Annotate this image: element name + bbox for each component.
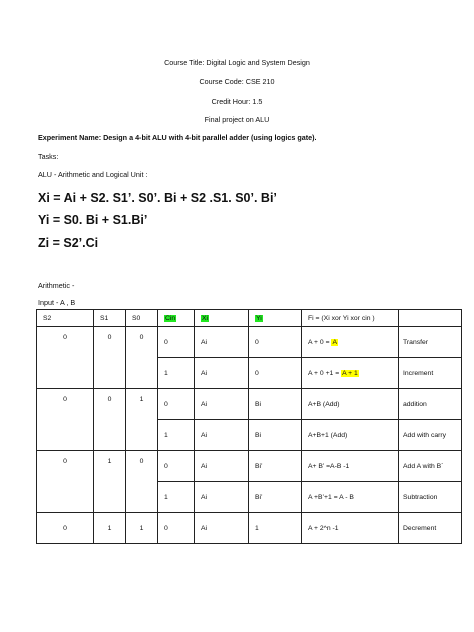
- cell-s1: 1: [94, 451, 126, 513]
- cell-description: Add A with B`: [399, 451, 462, 482]
- cell-yi: 0: [249, 358, 302, 389]
- cell-cin: 0: [158, 389, 195, 420]
- cell-s0: 1: [126, 513, 158, 544]
- equation-xi: Xi = Ai + S2. S1’. S0’. Bi + S2 .S1. S0’. Bi’: [38, 191, 277, 205]
- alu-truth-table: [36, 309, 462, 544]
- cell-s2: 0: [37, 327, 94, 389]
- cell-fi: A+ B’ =A-B -1: [302, 451, 399, 482]
- header-xi-label: Xi: [202, 314, 209, 322]
- experiment-name: Experiment Name: Design a 4-bit ALU with 4-bit parallel adder (using logics gate).: [38, 133, 317, 142]
- cell-yi: Bi: [249, 389, 302, 420]
- equation-zi: Zi = S2’.Ci: [38, 236, 99, 250]
- cell-s1: 0: [94, 389, 126, 451]
- cell-cin: 0: [158, 327, 195, 358]
- cell-fi: A+B+1 (Add): [302, 420, 399, 451]
- cell-cin: 1: [158, 420, 195, 451]
- cell-xi: Ai: [195, 358, 249, 389]
- header-s1: S1: [94, 310, 126, 327]
- cell-fi: [302, 358, 399, 389]
- table-row: [37, 513, 462, 544]
- cell-s1: 0: [94, 327, 126, 389]
- cell-description: addition: [399, 389, 462, 420]
- cell-s2: 0: [37, 389, 94, 451]
- cell-cin: 1: [158, 358, 195, 389]
- cell-xi: Ai: [195, 451, 249, 482]
- cell-yi: Bi’: [249, 482, 302, 513]
- cell-xi: Ai: [195, 513, 249, 544]
- cell-xi: Ai: [195, 389, 249, 420]
- cell-fi: [302, 327, 399, 358]
- header-cin-label: Cin: [165, 314, 176, 322]
- cell-s0: 0: [126, 327, 158, 389]
- cell-cin: 1: [158, 482, 195, 513]
- fi-text: A + 0 +1 =: [308, 369, 342, 377]
- header-cin: [158, 310, 195, 327]
- cell-description: Subtraction: [399, 482, 462, 513]
- cell-description: Add with carry: [399, 420, 462, 451]
- table-row: [37, 389, 462, 420]
- cell-xi: Ai: [195, 327, 249, 358]
- course-code: Course Code: CSE 210: [199, 77, 275, 86]
- cell-description: Decrement: [399, 513, 462, 544]
- cell-yi: 0: [249, 327, 302, 358]
- tasks-label: Tasks:: [38, 152, 59, 161]
- cell-cin: 0: [158, 451, 195, 482]
- header-xi: [195, 310, 249, 327]
- fi-text: A + 0 =: [308, 338, 332, 346]
- course-title: Course Title: Digital Logic and System Design: [164, 58, 310, 67]
- cell-yi: Bi’: [249, 451, 302, 482]
- equation-yi: Yi = S0. Bi + S1.Bi’: [38, 213, 148, 227]
- cell-xi: Ai: [195, 482, 249, 513]
- cell-s2: 0: [37, 451, 94, 513]
- cell-description: Transfer: [399, 327, 462, 358]
- fi-highlight: A + 1: [342, 369, 358, 377]
- cell-fi: A + 2^n -1: [302, 513, 399, 544]
- cell-description: Increment: [399, 358, 462, 389]
- cell-yi: 1: [249, 513, 302, 544]
- cell-xi: Ai: [195, 420, 249, 451]
- input-label: Input - A , B: [38, 298, 76, 307]
- table-row: [37, 327, 462, 358]
- arithmetic-label: Arithmetic -: [38, 281, 75, 290]
- cell-fi: A+B (Add): [302, 389, 399, 420]
- alu-label: ALU - Arithmetic and Logical Unit :: [38, 170, 148, 179]
- cell-s1: 1: [94, 513, 126, 544]
- table-row: [37, 451, 462, 482]
- project-title: Final project on ALU: [204, 115, 270, 124]
- header-s2: S2: [37, 310, 94, 327]
- table-header-row: [37, 310, 462, 327]
- cell-s2: 0: [37, 513, 94, 544]
- cell-s0: 0: [126, 451, 158, 513]
- cell-fi: A +B’+1 = A - B: [302, 482, 399, 513]
- credit-hour: Credit Hour: 1.5: [211, 97, 263, 106]
- cell-yi: Bi: [249, 420, 302, 451]
- cell-s0: 1: [126, 389, 158, 451]
- cell-cin: 0: [158, 513, 195, 544]
- header-yi: [249, 310, 302, 327]
- header-description: [399, 310, 462, 327]
- fi-highlight: A: [332, 338, 337, 346]
- header-s0: S0: [126, 310, 158, 327]
- header-fi: Fi = (Xi xor Yi xor cin ): [302, 310, 399, 327]
- header-yi-label: Yi: [256, 314, 262, 322]
